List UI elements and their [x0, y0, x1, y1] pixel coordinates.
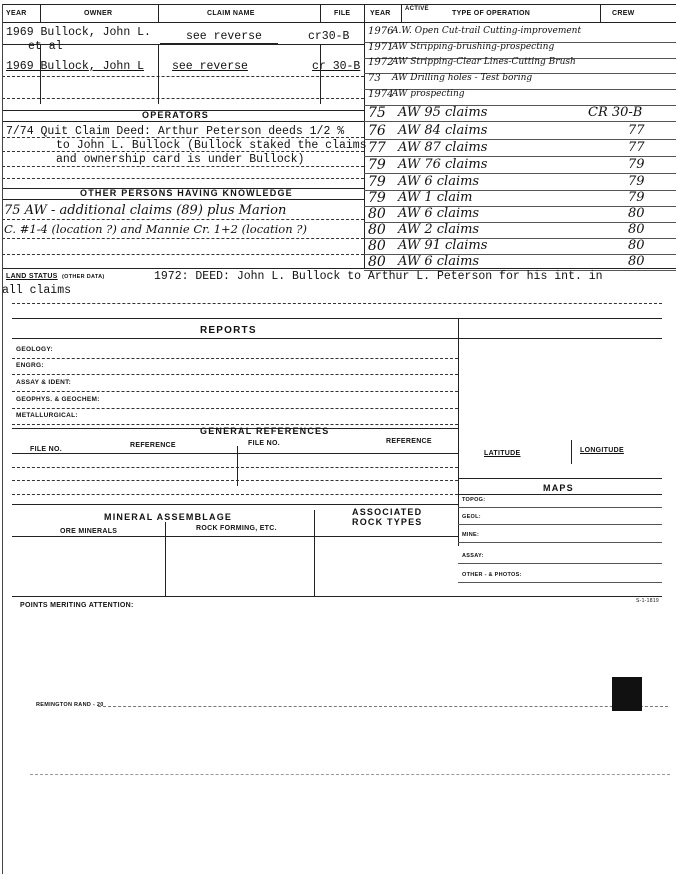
operation-crew: 79 — [628, 174, 645, 189]
header-active: ACTIVE — [405, 6, 429, 12]
land-status-line-2: all claims — [2, 284, 72, 297]
operation-text: AW Stripping-brushing-prospecting — [392, 42, 555, 52]
operation-crew: 77 — [628, 123, 645, 138]
operation-crew: 80 — [628, 254, 645, 269]
header-crew: CREW — [612, 10, 635, 17]
header-year2: YEAR — [370, 10, 391, 17]
operation-crew: 79 — [628, 190, 645, 205]
report-row-label: GEOPHYS. & GEOCHEM: — [16, 396, 100, 403]
report-row-rule — [12, 358, 458, 359]
operation-crew: 80 — [628, 206, 645, 221]
operation-year: 75 — [368, 105, 386, 121]
map-row-rule — [458, 563, 662, 564]
printer-mark: REMINGTON RAND - 20 — [36, 702, 104, 708]
operation-crew: 79 — [628, 157, 645, 172]
operation-text: AW 84 claims — [398, 123, 488, 138]
map-row-rule — [458, 582, 662, 583]
reports-title: REPORTS — [200, 325, 257, 336]
other-persons-title: OTHER PERSONS HAVING KNOWLEDGE — [80, 188, 293, 198]
report-row-label: ENGRG: — [16, 362, 44, 369]
owner-1-file: cr30-B — [308, 30, 350, 43]
longitude-label: LONGITUDE — [580, 447, 624, 454]
operators-title: OPERATORS — [142, 110, 209, 120]
report-row-rule — [12, 424, 458, 425]
ref-file-no-2: FILE NO. — [248, 440, 280, 447]
report-row-label: ASSAY & IDENT: — [16, 379, 72, 386]
operation-text: AW prospecting — [392, 89, 465, 99]
maps-title: MAPS — [543, 483, 574, 493]
header-claim-name: CLAIM NAME — [207, 10, 255, 17]
operation-year: 1974 — [368, 89, 394, 100]
operators-line-2: to John L. Bullock (Bullock staked the claims — [56, 139, 367, 152]
map-row-label: MINE: — [462, 532, 480, 538]
map-row-rule — [458, 524, 662, 525]
operation-text: AW 2 claims — [398, 222, 480, 237]
map-row-label: ASSAY: — [462, 553, 484, 559]
header-file: FILE — [334, 10, 351, 17]
operation-year: 73 — [368, 73, 381, 84]
report-row-rule — [12, 391, 458, 392]
operation-crew: 80 — [628, 222, 645, 237]
report-row-rule — [12, 374, 458, 375]
report-row-label: METALLURGICAL: — [16, 412, 78, 419]
owner-2-claim: see reverse — [172, 60, 248, 73]
operation-text: AW Drilling holes - Test boring — [392, 73, 533, 83]
owner-1-claim: see reverse — [186, 30, 262, 43]
points-meriting-attention-label: POINTS MERITING ATTENTION: — [20, 602, 134, 609]
map-row-rule — [458, 542, 662, 543]
owner-2-line1: 1969 Bullock, John L — [6, 60, 145, 73]
operation-crew: 77 — [628, 140, 645, 155]
ref-reference-1: REFERENCE — [130, 442, 176, 449]
operation-year: 79 — [368, 190, 386, 206]
other-persons-line-2: C. #1-4 (location ?) and Mannie Cr. 1+2 (location ?) — [4, 222, 307, 236]
operators-line-1: 7/74 Quit Claim Deed: Arthur Peterson deeds 1/2 % — [6, 125, 345, 138]
operation-year: 80 — [368, 222, 386, 238]
owner-1-line2: et al — [28, 40, 63, 53]
operation-text: AW 87 claims — [398, 140, 488, 155]
operation-text: AW Stripping-Clear Lines-Cutting Brush — [392, 57, 576, 67]
report-row-label: GEOLOGY: — [16, 346, 53, 353]
header-year: YEAR — [6, 10, 27, 17]
operation-text: AW 76 claims — [398, 157, 488, 172]
ref-reference-2: REFERENCE — [386, 438, 432, 445]
report-row-rule — [12, 408, 458, 409]
operation-year: 76 — [368, 123, 386, 139]
operation-year: 79 — [368, 174, 386, 190]
operation-text: AW 1 claim — [398, 190, 473, 205]
form-number: S-1-1819 — [636, 598, 659, 604]
mineral-assemblage-title: MINERAL ASSEMBLAGE — [104, 512, 233, 522]
punch-hole-mark — [612, 677, 642, 711]
latitude-label: LATITUDE — [484, 450, 521, 457]
map-row-label: OTHER - & PHOTOS: — [462, 572, 522, 578]
other-persons-line-1: 75 AW - additional claims (89) plus Marion — [4, 203, 287, 218]
operation-year: 1972 — [368, 57, 394, 68]
operation-text: AW 6 claims — [398, 206, 480, 221]
land-status-line-1: 1972: DEED: John L. Bullock to Arthur L. Peterson for his int. in — [154, 270, 603, 283]
general-references-title: GENERAL REFERENCES — [200, 426, 330, 436]
operation-year: 1976 — [368, 26, 394, 37]
ref-file-no-1: FILE NO. — [30, 446, 62, 453]
operation-text: AW 6 claims — [398, 174, 480, 189]
rock-forming-label: ROCK FORMING, ETC. — [196, 525, 277, 532]
operation-crew: 80 — [628, 238, 645, 253]
ore-minerals-label: ORE MINERALS — [60, 528, 118, 535]
operation-year: 80 — [368, 254, 386, 270]
operation-rule — [364, 121, 676, 122]
operation-year: 80 — [368, 238, 386, 254]
operation-text: A.W. Open Cut-trail Cutting-improvement — [392, 26, 582, 36]
map-row-label: TOPOG: — [462, 497, 486, 503]
header-owner: OWNER — [84, 10, 113, 17]
operation-year: 79 — [368, 157, 386, 173]
header-type-of-operation: TYPE OF OPERATION — [452, 10, 531, 17]
operation-text: AW 91 claims — [398, 238, 488, 253]
owner-1-line1: 1969 Bullock, John L. — [6, 26, 151, 39]
land-status-sub: (OTHER DATA) — [62, 274, 105, 280]
land-status-label: LAND STATUS — [6, 273, 58, 280]
operation-crew: CR 30-B — [588, 105, 643, 120]
operation-year: 80 — [368, 206, 386, 222]
operation-year: 1971 — [368, 42, 394, 53]
owner-2-file: cr 30-B — [312, 60, 361, 73]
map-row-label: GEOL: — [462, 514, 481, 520]
rock-types-label: ROCK TYPES — [352, 517, 423, 527]
operation-year: 77 — [368, 140, 386, 156]
associated-label: ASSOCIATED — [352, 507, 423, 517]
operation-text: AW 6 claims — [398, 254, 480, 269]
map-row-rule — [458, 507, 662, 508]
operators-line-3: and ownership card is under Bullock) — [56, 153, 305, 166]
operation-text: AW 95 claims — [398, 105, 488, 120]
